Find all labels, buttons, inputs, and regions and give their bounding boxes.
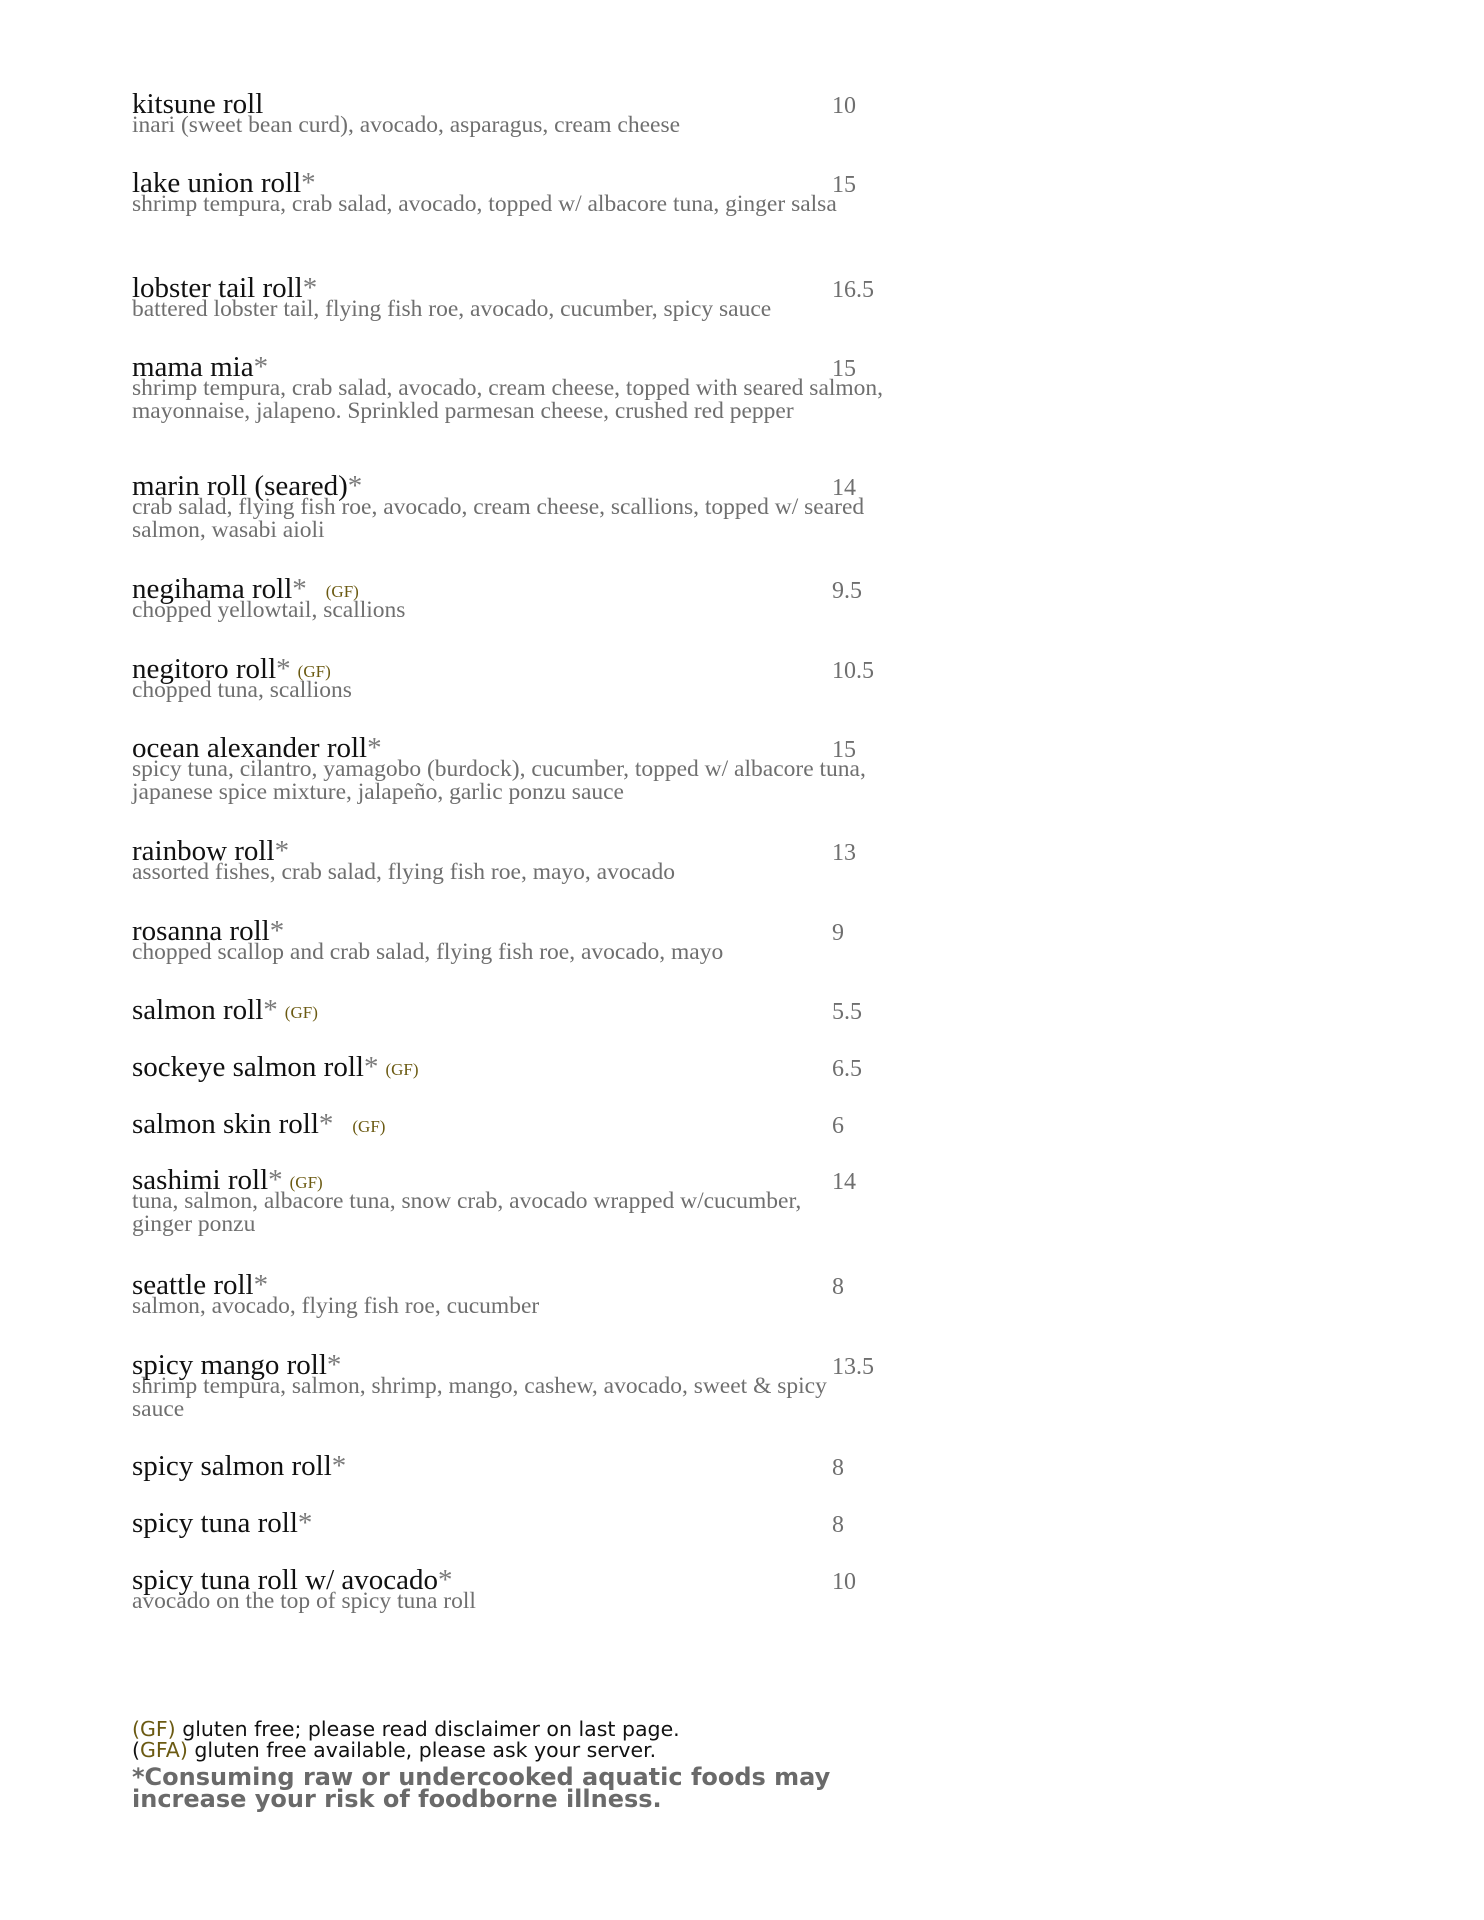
- item-price: 10: [832, 1569, 856, 1595]
- item-price: 10.5: [832, 658, 874, 684]
- menu-item-spicy-tuna-roll-avocado: [132, 1563, 912, 1613]
- menu-item-lake-union-roll: [132, 166, 912, 216]
- item-price: 15: [832, 737, 856, 763]
- menu-item-salmon-skin-roll: [132, 1107, 912, 1141]
- raw-asterisk: *: [301, 167, 316, 199]
- menu-item-spicy-mango-roll: [132, 1348, 912, 1421]
- raw-asterisk: *: [274, 835, 290, 867]
- raw-asterisk: *: [276, 653, 291, 685]
- gluten-free-badge: (GF): [325, 582, 359, 601]
- raw-asterisk: *: [268, 1164, 283, 1196]
- menu-footer: [132, 1717, 932, 1813]
- item-price: 14: [832, 475, 856, 501]
- item-price: 15: [832, 172, 856, 198]
- item-price: 9.5: [832, 578, 862, 604]
- item-description: chopped scallop and crab salad, flying fish roe, avocado, mayo: [132, 939, 724, 965]
- item-price: 13.5: [832, 1354, 874, 1380]
- menu-item-mama-mia: [132, 350, 912, 423]
- raw-asterisk: *: [331, 1450, 347, 1482]
- gfa-code: GFA): [140, 1738, 188, 1762]
- gf-code: (GF): [132, 1717, 176, 1741]
- gluten-free-badge: (GF): [352, 1117, 386, 1136]
- item-name: ocean alexander roll*: [132, 732, 382, 764]
- menu-item-spicy-salmon-roll: [132, 1449, 912, 1483]
- raw-asterisk: *: [253, 1269, 269, 1301]
- raw-asterisk: *: [292, 573, 307, 605]
- item-description: shrimp tempura, salmon, shrimp, mango, cashew, avocado, sweet & spicy sauce: [132, 1373, 827, 1422]
- gluten-free-badge: (GF): [297, 662, 331, 681]
- raw-asterisk: *: [438, 1564, 453, 1596]
- item-description: salmon, avocado, flying fish roe, cucumber: [132, 1293, 540, 1319]
- item-price: 13: [832, 840, 856, 866]
- menu-item-lobster-tail-roll: [132, 271, 912, 321]
- item-name: mama mia*: [132, 351, 269, 383]
- item-price: 8: [832, 1455, 844, 1481]
- item-name: lake union roll*: [132, 167, 316, 199]
- item-name: spicy tuna roll w/ avocado*: [132, 1564, 453, 1596]
- item-description: assorted fishes, crab salad, flying fish roe, mayo, avocado: [132, 859, 675, 885]
- item-name: seattle roll*: [132, 1269, 269, 1301]
- gluten-free-badge: (GF): [289, 1173, 323, 1192]
- raw-asterisk: *: [326, 1349, 342, 1381]
- item-description: shrimp tempura, crab salad, avocado, topped w/ albacore tuna, ginger salsa: [132, 191, 837, 217]
- item-name: kitsune roll: [132, 88, 264, 120]
- raw-asterisk: *: [318, 1108, 334, 1140]
- item-price: 6.5: [832, 1056, 862, 1082]
- raw-asterisk: *: [269, 915, 285, 947]
- menu-item-sockeye-salmon-roll: [132, 1050, 912, 1084]
- item-name: marin roll (seared)*: [132, 470, 363, 502]
- raw-asterisk: *: [297, 1507, 313, 1539]
- item-name: spicy mango roll*: [132, 1349, 342, 1381]
- gluten-free-badge: (GF): [385, 1060, 419, 1079]
- item-description: inari (sweet bean curd), avocado, asparagus, cream cheese: [132, 112, 681, 138]
- menu-item-negihama-roll: [132, 572, 912, 622]
- item-name: negitoro roll* (GF): [132, 653, 331, 685]
- raw-asterisk: *: [302, 272, 318, 304]
- raw-asterisk: *: [253, 351, 269, 383]
- item-description: shrimp tempura, crab salad, avocado, cream cheese, topped with seared salmon, mayonnaise, jalapeno. Sprinkled parmesan cheese, crushed red pepper: [132, 375, 884, 424]
- raw-asterisk: *: [347, 470, 363, 502]
- item-price: 6: [832, 1113, 844, 1139]
- item-name: rainbow roll*: [132, 835, 290, 867]
- gluten-free-badge: (GF): [284, 1003, 318, 1022]
- menu-item-rainbow-roll: [132, 834, 912, 884]
- item-name: salmon skin roll* (GF): [132, 1108, 386, 1140]
- item-name: sashimi roll* (GF): [132, 1164, 323, 1196]
- raw-asterisk: *: [363, 1051, 379, 1083]
- menu-item-ocean-alexander-roll: [132, 731, 912, 804]
- item-price: 10: [832, 93, 856, 119]
- item-price: 14: [832, 1169, 856, 1195]
- gf-legend: [132, 1719, 932, 1740]
- menu-item-salmon-roll: [132, 993, 912, 1027]
- raw-asterisk: *: [263, 994, 278, 1026]
- raw-food-disclaimer: *Consuming raw or undercooked aquatic foods may increase your risk of foodborne illness.: [132, 1763, 831, 1813]
- item-description: chopped tuna, scallions: [132, 677, 352, 703]
- item-description: battered lobster tail, flying fish roe, avocado, cucumber, spicy sauce: [132, 296, 772, 322]
- item-price: 8: [832, 1512, 844, 1538]
- menu-item-rosanna-roll: [132, 914, 912, 964]
- gfa-legend: [132, 1740, 932, 1761]
- gf-note: gluten free; please read disclaimer on last page.: [182, 1717, 680, 1741]
- menu-item-kitsune-roll: [132, 87, 912, 137]
- item-description: spicy tuna, cilantro, yamagobo (burdock), cucumber, topped w/ albacore tuna, japanese spice mixture, jalapeño, garlic ponzu sauce: [132, 756, 866, 805]
- item-name: lobster tail roll*: [132, 272, 318, 304]
- gfa-open-paren: (: [132, 1738, 140, 1762]
- menu-item-sashimi-roll: [132, 1163, 912, 1236]
- menu-item-negitoro-roll: [132, 652, 912, 702]
- item-price: 9: [832, 920, 844, 946]
- item-price: 16.5: [832, 277, 874, 303]
- item-name: salmon roll* (GF): [132, 994, 318, 1026]
- raw-asterisk: *: [367, 732, 382, 764]
- gfa-note: gluten free available, please ask your server.: [194, 1738, 657, 1762]
- item-price: 15: [832, 356, 856, 382]
- item-name: sockeye salmon roll* (GF): [132, 1051, 419, 1083]
- menu-item-spicy-tuna-roll: [132, 1506, 912, 1540]
- item-price: 5.5: [832, 999, 862, 1025]
- menu-item-seattle-roll: [132, 1268, 912, 1318]
- item-description: chopped yellowtail, scallions: [132, 597, 406, 623]
- item-description: crab salad, flying fish roe, avocado, cream cheese, scallions, topped w/ seared salmon, wasabi aioli: [132, 494, 865, 543]
- item-price: 8: [832, 1274, 844, 1300]
- item-name: spicy salmon roll*: [132, 1450, 347, 1482]
- menu-item-marin-roll: [132, 469, 912, 542]
- item-description: tuna, salmon, albacore tuna, snow crab, avocado wrapped w/cucumber, ginger ponzu: [132, 1188, 802, 1237]
- item-name: spicy tuna roll*: [132, 1507, 313, 1539]
- item-description: avocado on the top of spicy tuna roll: [132, 1588, 476, 1614]
- item-name: negihama roll* (GF): [132, 573, 359, 605]
- item-name: rosanna roll*: [132, 915, 285, 947]
